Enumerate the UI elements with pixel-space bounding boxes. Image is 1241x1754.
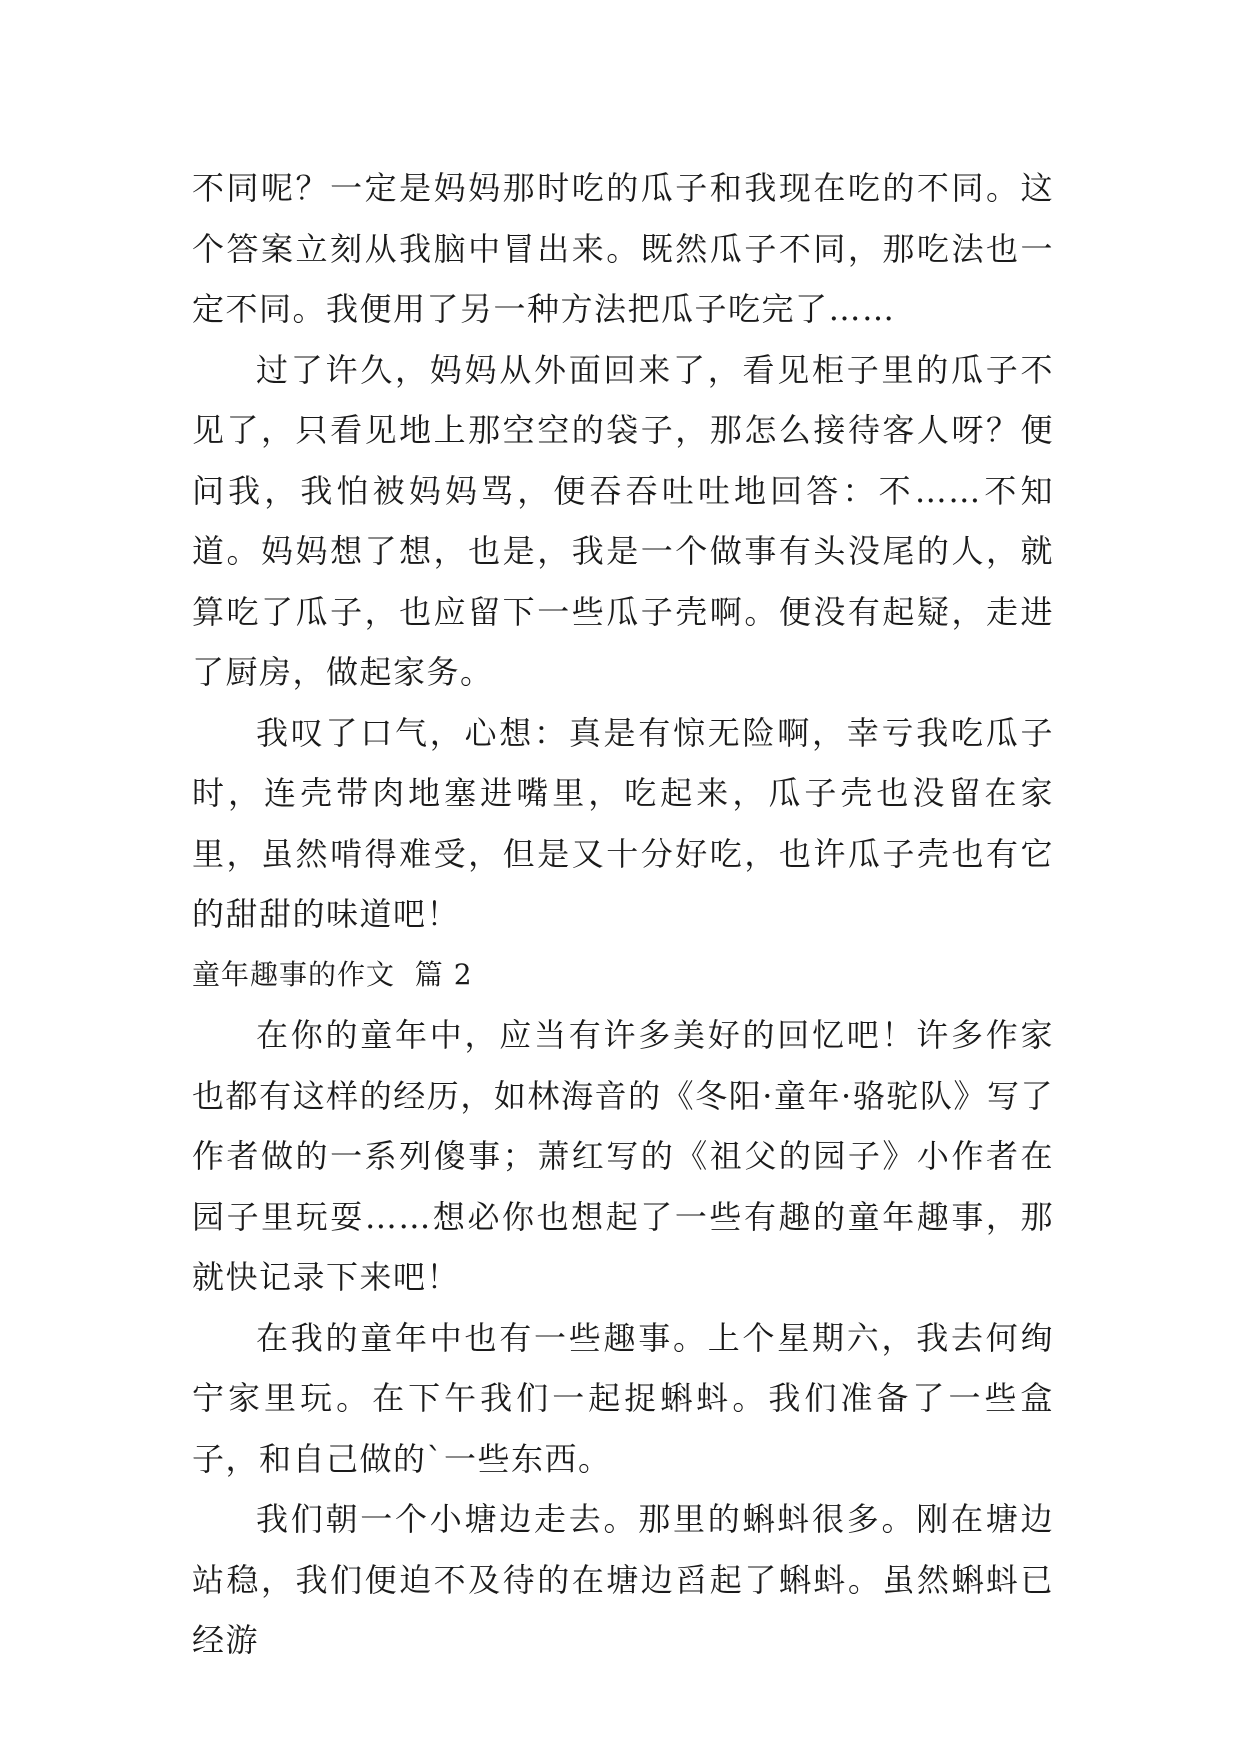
paragraph-6: 我们朝一个小塘边走去。那里的蝌蚪很多。刚在塘边站稳，我们便迫不及待的在塘边舀起了蝌蚪。虽然蝌蚪已经游 <box>192 1500 1054 1659</box>
paragraph-4: 在你的童年中，应当有许多美好的回忆吧！许多作家也都有这样的经历，如林海音的《冬阳·童年·骆驼队》写了作者做的一系列傻事；萧红写的《祖父的园子》小作者在园子里玩耍……想必你也想起了一些有趣的童年趣事，那就快记录下来吧！ <box>192 1016 1054 1296</box>
paragraph-2: 过了许久，妈妈从外面回来了，看见柜子里的瓜子不见了，只看见地上那空空的袋子，那怎么接待客人呀？便问我，我怕被妈妈骂，便吞吞吐吐地回答：不……不知道。妈妈想了想，也是，我是一个做事有头没尾的人，就算吃了瓜子，也应留下一些瓜子壳啊。便没有起疑，走进了厨房，做起家务。 <box>192 350 1054 691</box>
paragraph-3: 我叹了口气，心想：真是有惊无险啊，幸亏我吃瓜子时，连壳带肉地塞进嘴里，吃起来，瓜子壳也没留在家里，虽然啃得难受，但是又十分好吃，也许瓜子壳也有它的甜甜的味道吧！ <box>192 713 1054 933</box>
document-page <box>192 158 1054 1671</box>
paragraph-5: 在我的童年中也有一些趣事。上个星期六，我去何绚宁家里玩。在下午我们一起捉蝌蚪。我们准备了一些盒子，和自己做的`一些东西。 <box>192 1318 1054 1478</box>
paragraph-1: 不同呢？一定是妈妈那时吃的瓜子和我现在吃的不同。这个答案立刻从我脑中冒出来。既然瓜子不同，那吃法也一定不同。我便用了另一种方法把瓜子吃完了…… <box>192 169 1054 328</box>
section-heading: 童年趣事的作文 篇 2 <box>192 957 473 991</box>
